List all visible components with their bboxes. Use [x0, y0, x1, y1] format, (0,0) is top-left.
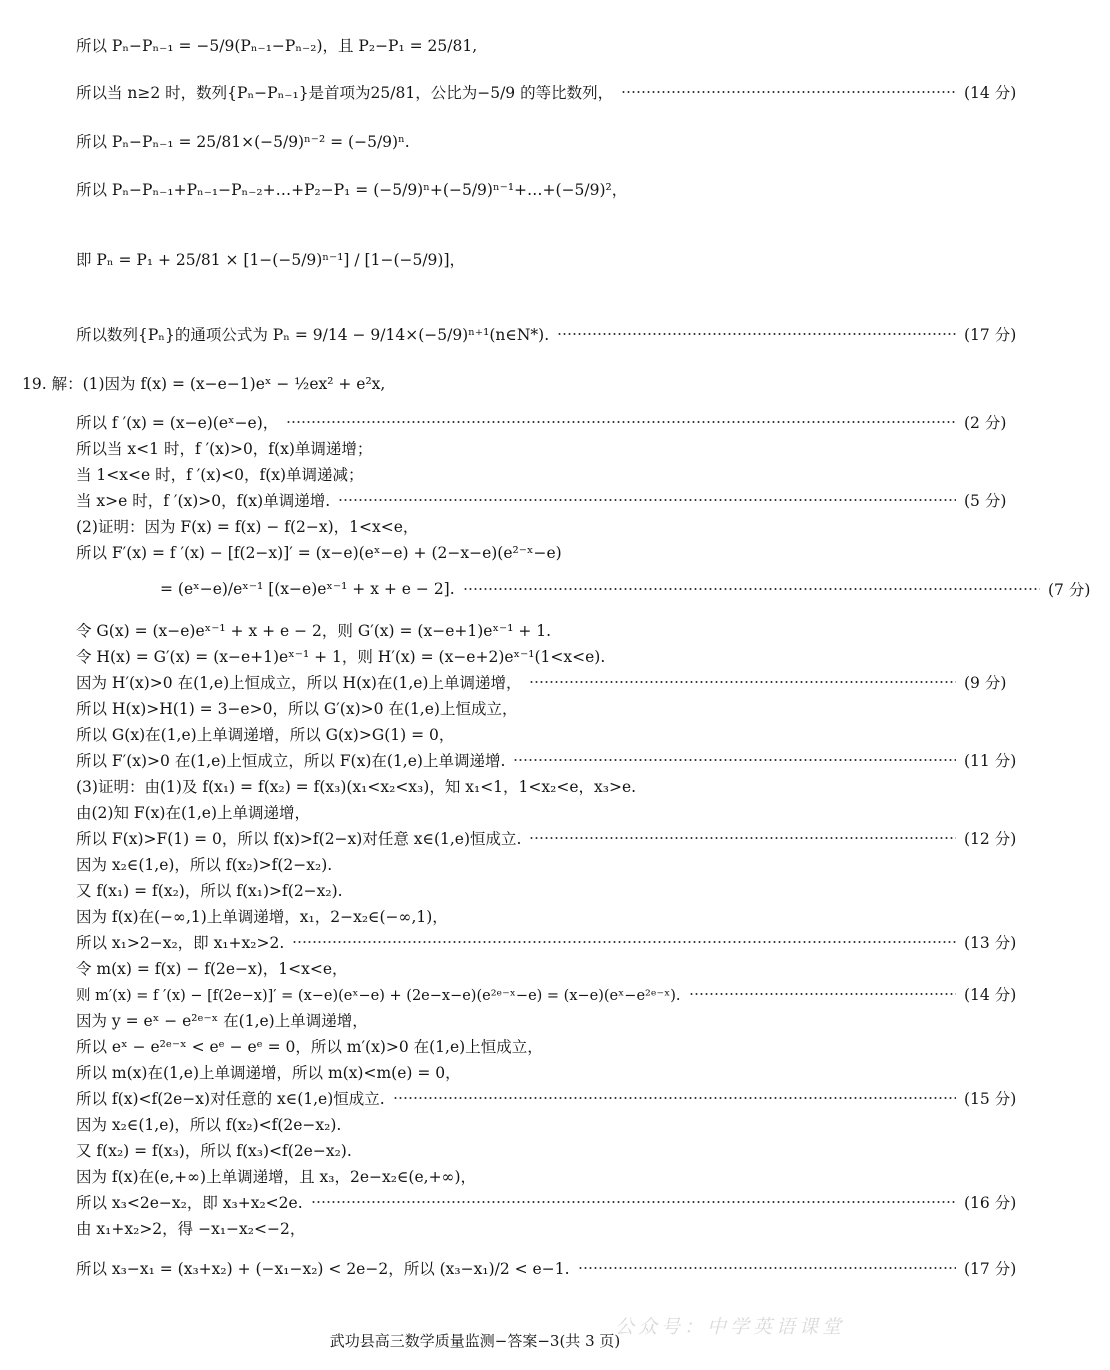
- leader-dots: [311, 1201, 956, 1203]
- leader-dots: [463, 588, 1040, 590]
- line-22: 由(2)知 F(x)在(1,e)上单调递增，: [76, 804, 311, 822]
- line-6: 所以数列{Pₙ}的通项公式为 Pₙ = 9/14 − 9/14×(−5/9)ⁿ⁺¹(n∈N*). (17 分): [0, 321, 1026, 347]
- line-32: 所以 m(x)在(1,e)上单调递增，所以 m(x)<m(e) = 0，: [76, 1064, 461, 1082]
- leader-dots: [621, 91, 956, 93]
- line-9: 所以当 x<1 时，f ′(x)>0，f(x)单调递增；: [76, 440, 373, 458]
- line-35: 又 f(x₂) = f(x₃)，所以 f(x₃)<f(2e−x₂).: [76, 1142, 352, 1160]
- line-34: 因为 x₂∈(1,e)，所以 f(x₂)<f(2e−x₂).: [76, 1116, 342, 1134]
- line-15: 令 G(x) = (x−e)eˣ⁻¹ + x + e − 2，则 G′(x) = (x−e+1)eˣ⁻¹ + 1.: [76, 622, 552, 640]
- leader-dots: [286, 421, 956, 423]
- score-mark: (7 分): [1048, 581, 1091, 599]
- line-28: 令 m(x) = f(x) − f(2e−x)，1<x<e，: [76, 960, 348, 978]
- score-mark: (12 分): [964, 830, 1017, 848]
- score-mark: (17 分): [964, 326, 1017, 344]
- score-mark: (9 分): [964, 674, 1007, 692]
- line-27: 所以 x₁>2−x₂，即 x₁+x₂>2. (13 分): [0, 929, 1026, 955]
- line-21: (3)证明：由(1)及 f(x₁) = f(x₂) = f(x₃)(x₁<x₂<x₃)，知 x₁<1，1<x₂<e，x₃>e.: [76, 778, 637, 796]
- line-31: 所以 eˣ − e²ᵉ⁻ˣ < eᵉ − eᵉ = 0，所以 m′(x)>0 在(1,e)上恒成立，: [76, 1038, 543, 1056]
- score-mark: (15 分): [964, 1090, 1017, 1108]
- line-19: 所以 G(x)在(1,e)上单调递增，所以 G(x)>G(1) = 0，: [76, 726, 455, 744]
- score-mark: (2 分): [964, 414, 1007, 432]
- leader-dots: [689, 993, 956, 995]
- line-12: (2)证明：因为 F(x) = f(x) − f(2−x)，1<x<e，: [76, 518, 419, 536]
- line-23: 所以 F(x)>F(1) = 0，所以 f(x)>f(2−x)对任意 x∈(1,e)恒成立. (12 分): [0, 825, 1026, 851]
- line-5: 即 Pₙ = P₁ + 25/81 × [1−(−5/9)ⁿ⁻¹] / [1−(−5/9)]，: [76, 251, 466, 269]
- line-14: = (eˣ−e)/eˣ⁻¹ [(x−e)eˣ⁻¹ + x + e − 2]. (7 分): [0, 576, 1110, 602]
- line-13: 所以 F′(x) = f ′(x) − [f(2−x)]′ = (x−e)(eˣ−e) + (2−x−e)(e²⁻ˣ−e): [76, 544, 562, 562]
- score-mark: (11 分): [964, 752, 1017, 770]
- line-30: 因为 y = eˣ − e²ᵉ⁻ˣ 在(1,e)上单调递增，: [76, 1012, 368, 1030]
- page-footer: 武功县高三数学质量监测−答案−3(共 3 页): [329, 1332, 621, 1350]
- score-mark: (14 分): [964, 986, 1017, 1004]
- leader-dots: [557, 333, 956, 335]
- line-10: 当 1<x<e 时，f ′(x)<0，f(x)单调递减；: [76, 466, 364, 484]
- leader-dots: [513, 759, 956, 761]
- line-36: 因为 f(x)在(e,+∞)上单调递增，且 x₃，2e−x₂∈(e,+∞)，: [76, 1168, 477, 1186]
- line-11: 当 x>e 时，f ′(x)>0，f(x)单调递增. (5 分): [0, 487, 1026, 513]
- score-mark: (14 分): [964, 84, 1017, 102]
- watermark: 公众号：中学英语课堂: [615, 1316, 846, 1338]
- leader-dots: [338, 499, 956, 501]
- line-18: 所以 H(x)>H(1) = 3−e>0，所以 G′(x)>0 在(1,e)上恒成立，: [76, 700, 518, 718]
- score-mark: (17 分): [964, 1260, 1017, 1278]
- line-33: 所以 f(x)<f(2e−x)对任意的 x∈(1,e)恒成立. (15 分): [0, 1085, 1026, 1111]
- line-20: 所以 F′(x)>0 在(1,e)上恒成立，所以 F(x)在(1,e)上单调递增. (11 分): [0, 747, 1026, 773]
- line-25: 又 f(x₁) = f(x₂)，所以 f(x₁)>f(2−x₂).: [76, 882, 343, 900]
- leader-dots: [578, 1267, 957, 1269]
- line-8: 所以 f ′(x) = (x−e)(eˣ−e)， (2 分): [0, 409, 1026, 435]
- line-2: 所以当 n≥2 时，数列{Pₙ−Pₙ₋₁}是首项为25/81，公比为−5/9 的等比数列， (14 分): [0, 79, 1026, 105]
- line-39: 所以 x₃−x₁ = (x₃+x₂) + (−x₁−x₂) < 2e−2，所以 (x₃−x₁)/2 < e−1. (17 分): [0, 1255, 1026, 1281]
- line-37: 所以 x₃<2e−x₂，即 x₃+x₂<2e. (16 分): [0, 1189, 1026, 1215]
- line-24: 因为 x₂∈(1,e)，所以 f(x₂)>f(2−x₂).: [76, 856, 333, 874]
- score-mark: (5 分): [964, 492, 1007, 510]
- line-7: 19. 解：(1)因为 f(x) = (x−e−1)eˣ − ½ex² + e²x,: [22, 375, 386, 393]
- line-1: 所以 Pₙ−Pₙ₋₁ = −5/9(Pₙ₋₁−Pₙ₋₂)，且 P₂−P₁ = 25/81,: [76, 37, 478, 55]
- leader-dots: [529, 837, 956, 839]
- line-16: 令 H(x) = G′(x) = (x−e+1)eˣ⁻¹ + 1，则 H′(x) = (x−e+2)eˣ⁻¹(1<x<e).: [76, 648, 606, 666]
- line-26: 因为 f(x)在(−∞,1)上单调递增，x₁，2−x₂∈(−∞,1)，: [76, 908, 448, 926]
- line-17: 因为 H′(x)>0 在(1,e)上恒成立，所以 H(x)在(1,e)上单调递增， (9 分): [0, 669, 1026, 695]
- score-mark: (16 分): [964, 1194, 1017, 1212]
- score-mark: (13 分): [964, 934, 1017, 952]
- line-4: 所以 Pₙ−Pₙ₋₁+Pₙ₋₁−Pₙ₋₂+…+P₂−P₁ = (−5/9)ⁿ+(−5/9)ⁿ⁻¹+…+(−5/9)²，: [76, 181, 628, 199]
- line-29: 则 m′(x) = f ′(x) − [f(2e−x)]′ = (x−e)(eˣ−e) + (2e−x−e)(e²ᵉ⁻ˣ−e) = (x−e)(eˣ−e²ᵉ⁻ˣ). (14 分): [0, 981, 1026, 1007]
- leader-dots: [292, 941, 956, 943]
- leader-dots: [529, 681, 956, 683]
- line-38: 由 x₁+x₂>2，得 −x₁−x₂<−2，: [76, 1220, 306, 1238]
- leader-dots: [393, 1097, 956, 1099]
- line-3: 所以 Pₙ−Pₙ₋₁ = 25/81×(−5/9)ⁿ⁻² = (−5/9)ⁿ.: [76, 133, 410, 151]
